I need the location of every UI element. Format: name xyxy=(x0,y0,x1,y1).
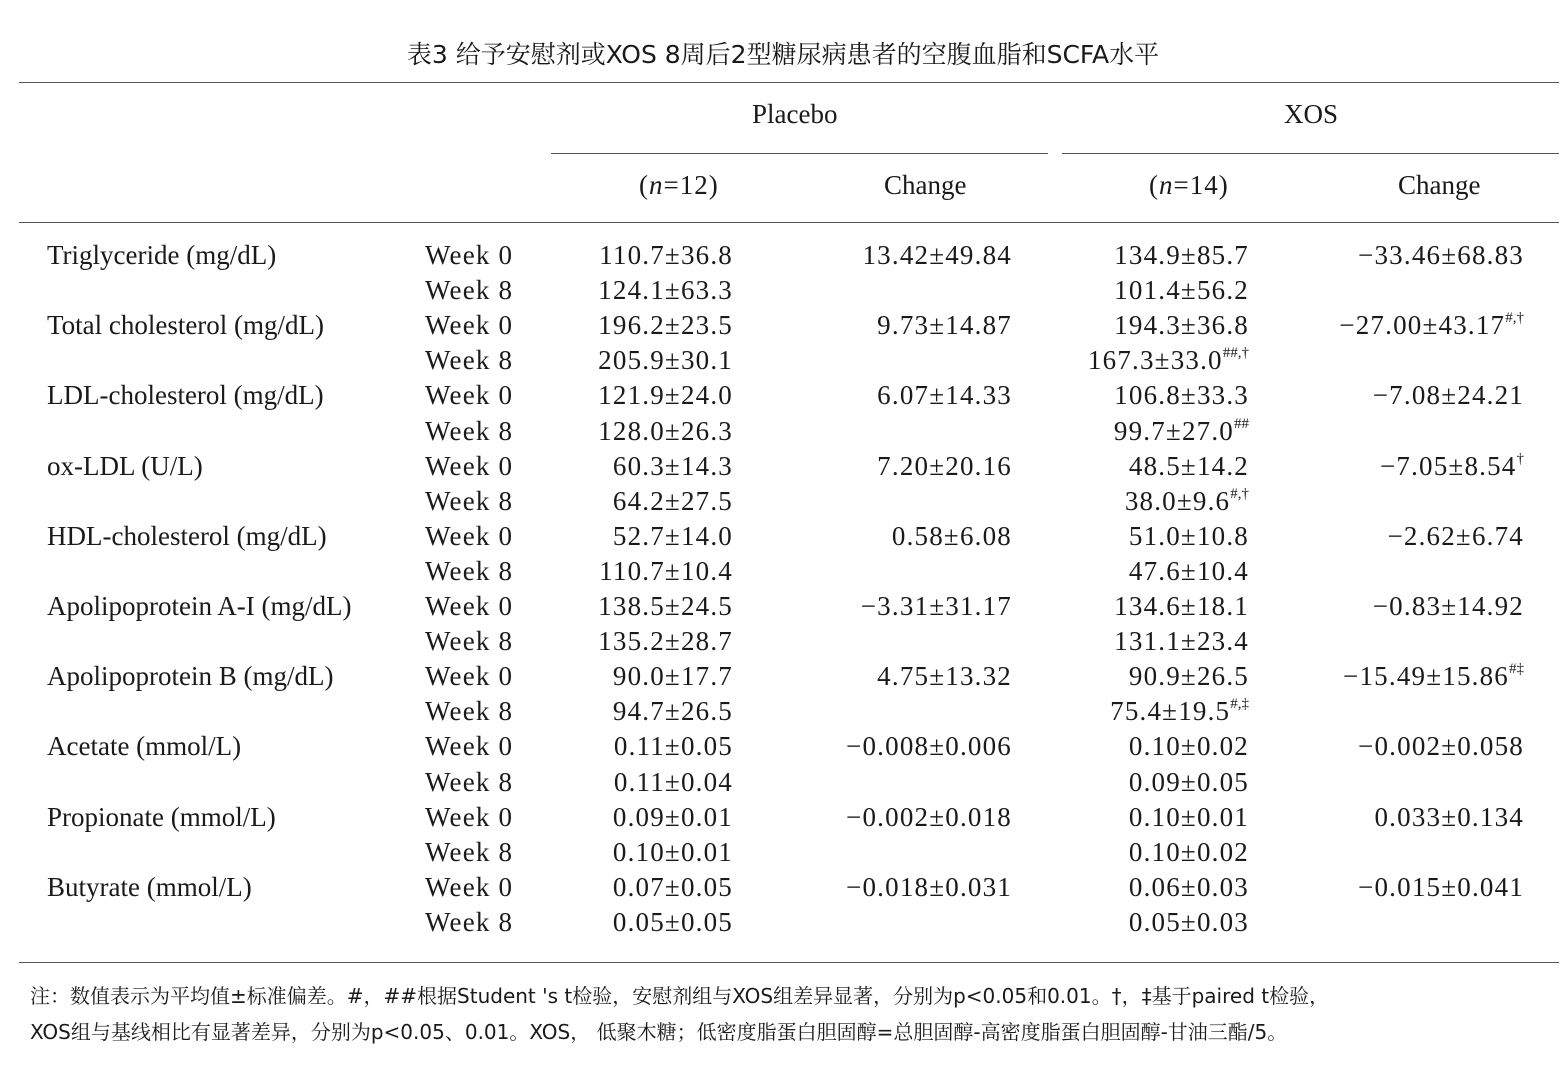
placebo-change-value xyxy=(846,729,1012,764)
table-row xyxy=(0,554,1566,589)
placebo-value xyxy=(613,835,733,870)
table-row xyxy=(0,378,1566,413)
placebo-change-value xyxy=(862,238,1012,273)
table-row xyxy=(0,694,1566,729)
week-label xyxy=(425,343,513,378)
placebo-change-header: Change xyxy=(884,170,967,200)
week-label xyxy=(425,800,513,835)
xos-value xyxy=(1114,378,1249,413)
placebo-value-text: 205.9±30.1 xyxy=(598,345,733,376)
xos-value-text: 0.10±0.01 xyxy=(1128,801,1249,832)
placebo-value-text: 0.09±0.01 xyxy=(612,801,733,832)
xos-change-value-text: −7.05±8.54 xyxy=(1379,450,1517,481)
xos-value xyxy=(1129,765,1249,800)
week-label-text: Week 0 xyxy=(425,661,514,692)
xos-value-text: 194.3±36.8 xyxy=(1114,310,1249,341)
placebo-value xyxy=(598,589,733,624)
placebo-change-value-text: 6.07±14.33 xyxy=(877,380,1012,411)
placebo-value-text: 196.2±23.5 xyxy=(598,310,733,341)
placebo-change-value xyxy=(861,589,1012,624)
xos-value xyxy=(1129,449,1249,484)
placebo-change-value-text: 9.73±14.87 xyxy=(877,310,1012,341)
week-label xyxy=(425,729,513,764)
significance-marker: ##,† xyxy=(1222,345,1249,362)
xos-change-value-text: −0.83±14.92 xyxy=(1372,591,1524,621)
placebo-value-text: 110.7±10.4 xyxy=(599,555,733,586)
bottom-rule xyxy=(19,962,1559,963)
xos-value xyxy=(1114,414,1249,449)
row-label-text: LDL-cholesterol (mg/dL) xyxy=(47,380,324,411)
table-row xyxy=(0,905,1566,940)
week-label xyxy=(425,624,513,659)
week-label-text: Week 8 xyxy=(425,555,514,586)
xos-value xyxy=(1129,729,1249,764)
placebo-value xyxy=(598,414,733,449)
table-row xyxy=(0,273,1566,308)
placebo-value xyxy=(613,659,733,694)
xos-n-open: ( xyxy=(1149,170,1159,200)
xos-value xyxy=(1114,624,1249,659)
xos-value xyxy=(1129,554,1249,589)
xos-value-text: 99.7±27.0 xyxy=(1113,415,1234,446)
placebo-change-value xyxy=(877,308,1012,343)
table-row xyxy=(0,449,1566,484)
placebo-value-text: 60.3±14.3 xyxy=(612,450,733,481)
xos-value-text: 134.6±18.1 xyxy=(1114,591,1249,621)
week-label xyxy=(425,905,513,940)
placebo-change-value xyxy=(892,519,1012,554)
xos-change-value xyxy=(1358,729,1524,764)
week-label xyxy=(425,414,513,449)
placebo-change-value-text: 4.75±13.32 xyxy=(877,661,1012,692)
week-label-text: Week 0 xyxy=(425,310,514,341)
week-label-text: Week 0 xyxy=(425,240,514,270)
xos-value xyxy=(1114,238,1249,273)
xos-change-value xyxy=(1373,378,1524,413)
xos-value-text: 75.4±19.5 xyxy=(1110,696,1231,727)
placebo-n-rest: =12) xyxy=(663,170,719,200)
xos-value-text: 131.1±23.4 xyxy=(1114,626,1249,657)
week-label-text: Week 0 xyxy=(425,450,514,481)
week-label-text: Week 8 xyxy=(425,275,514,306)
table-row xyxy=(0,870,1566,905)
placebo-change-value-text: −0.018±0.031 xyxy=(846,871,1012,902)
row-label-text: ox-LDL (U/L) xyxy=(47,450,203,481)
xos-change-value xyxy=(1358,238,1524,273)
xos-value-text: 51.0±10.8 xyxy=(1128,520,1249,551)
xos-value xyxy=(1129,835,1249,870)
week-label-text: Week 0 xyxy=(425,801,514,832)
placebo-n-open: ( xyxy=(639,170,649,200)
table-row xyxy=(0,484,1566,519)
placebo-change-value xyxy=(846,870,1012,905)
xos-change-value xyxy=(1339,308,1524,343)
xos-value-text: 0.09±0.05 xyxy=(1128,766,1249,797)
placebo-change-value xyxy=(846,800,1012,835)
week-label-text: Week 8 xyxy=(425,836,514,867)
xos-value xyxy=(1125,484,1249,519)
week-label xyxy=(425,694,513,729)
placebo-change-value-text: −3.31±31.17 xyxy=(860,591,1012,621)
placebo-n-header xyxy=(639,168,719,203)
table-row xyxy=(0,624,1566,659)
xos-value-text: 0.10±0.02 xyxy=(1128,836,1249,867)
row-label-text: Total cholesterol (mg/dL) xyxy=(47,310,325,341)
table-row xyxy=(0,800,1566,835)
placebo-change-value-text: 13.42±49.84 xyxy=(862,240,1012,270)
week-label-text: Week 0 xyxy=(425,520,514,551)
row-label-text: Apolipoprotein B (mg/dL) xyxy=(47,661,334,692)
xos-value-text: 48.5±14.2 xyxy=(1128,450,1249,481)
placebo-change-value xyxy=(877,659,1012,694)
row-label xyxy=(47,589,351,624)
xos-change-header: Change xyxy=(1398,170,1481,200)
week-label xyxy=(425,519,513,554)
placebo-change-value-text: −0.008±0.006 xyxy=(846,731,1012,762)
week-label xyxy=(425,870,513,905)
table-row xyxy=(0,343,1566,378)
xos-change-value xyxy=(1387,519,1524,554)
placebo-value-text: 128.0±26.3 xyxy=(598,415,733,446)
significance-marker: #‡ xyxy=(1509,661,1524,678)
placebo-value-text: 124.1±63.3 xyxy=(598,275,733,306)
xos-change-value xyxy=(1380,449,1524,484)
xos-value-text: 0.05±0.03 xyxy=(1128,906,1249,937)
placebo-value-text: 90.0±17.7 xyxy=(612,661,733,692)
placebo-value xyxy=(598,378,733,413)
week-label-text: Week 8 xyxy=(425,345,514,376)
placebo-value xyxy=(613,519,733,554)
xos-group-header: XOS xyxy=(1284,99,1339,129)
week-label xyxy=(425,765,513,800)
placebo-value-text: 52.7±14.0 xyxy=(612,520,733,551)
week-label-text: Week 0 xyxy=(425,380,514,411)
xos-value xyxy=(1129,905,1249,940)
xos-value-text: 38.0±9.6 xyxy=(1124,485,1231,516)
xos-n-var: n xyxy=(1159,170,1174,200)
xos-change-value-text: −0.002±0.058 xyxy=(1358,731,1524,762)
note-line-1: 注：数值表示为平均值±标准偏差。#，##根据Student 's t检验，安慰剂组与XOS组差异显著，分别为p<0.05和0.01。†，‡基于paired t检验， xyxy=(30,984,1330,1008)
xos-change-value-text: −27.00±43.17 xyxy=(1339,310,1506,341)
placebo-value xyxy=(598,343,733,378)
placebo-value-text: 0.07±0.05 xyxy=(612,871,733,902)
xos-group-rule xyxy=(1062,153,1559,154)
xos-change-value-text: −15.49±15.86 xyxy=(1343,661,1509,692)
xos-value-text: 47.6±10.4 xyxy=(1128,555,1249,586)
placebo-value-text: 94.7±26.5 xyxy=(612,696,733,727)
week-label xyxy=(425,554,513,589)
placebo-value xyxy=(613,800,733,835)
placebo-value xyxy=(613,870,733,905)
week-label-text: Week 0 xyxy=(425,591,514,621)
placebo-value-text: 0.11±0.04 xyxy=(613,766,733,797)
xos-value-text: 101.4±56.2 xyxy=(1114,275,1249,306)
placebo-value-text: 0.10±0.01 xyxy=(612,836,733,867)
table-row xyxy=(0,835,1566,870)
placebo-n-var: n xyxy=(649,170,664,200)
week-label xyxy=(425,308,513,343)
placebo-change-value xyxy=(877,449,1012,484)
table-row xyxy=(0,765,1566,800)
placebo-value xyxy=(598,624,733,659)
row-label-text: Propionate (mmol/L) xyxy=(47,801,276,832)
significance-marker: #,† xyxy=(1505,310,1524,327)
table-row xyxy=(0,238,1566,273)
xos-change-value-text: 0.033±0.134 xyxy=(1374,801,1524,832)
placebo-value xyxy=(599,554,733,589)
xos-change-value xyxy=(1374,800,1524,835)
week-label xyxy=(425,484,513,519)
xos-value xyxy=(1129,659,1249,694)
table-row xyxy=(0,589,1566,624)
placebo-value-text: 138.5±24.5 xyxy=(598,591,733,621)
week-label-text: Week 8 xyxy=(425,696,514,727)
placebo-value xyxy=(613,694,733,729)
placebo-value-text: 110.7±36.8 xyxy=(599,240,733,270)
xos-value-text: 167.3±33.0 xyxy=(1087,345,1223,376)
significance-marker: #,† xyxy=(1230,485,1249,502)
placebo-value xyxy=(614,765,733,800)
xos-change-value-text: −33.46±68.83 xyxy=(1358,240,1524,270)
week-label-text: Week 8 xyxy=(425,906,514,937)
placebo-value xyxy=(599,238,733,273)
week-label-text: Week 0 xyxy=(425,731,514,762)
xos-change-value xyxy=(1343,659,1524,694)
placebo-value xyxy=(614,729,733,764)
xos-change-value-text: −2.62±6.74 xyxy=(1387,520,1524,551)
week-label-text: Week 8 xyxy=(425,415,514,446)
table-row xyxy=(0,659,1566,694)
placebo-value xyxy=(613,449,733,484)
placebo-value-text: 0.05±0.05 xyxy=(612,906,733,937)
xos-value-text: 0.10±0.02 xyxy=(1128,731,1249,762)
week-label-text: Week 0 xyxy=(425,871,514,902)
table-row xyxy=(0,414,1566,449)
note-line-2: XOS组与基线相比有显著差异，分别为p<0.05、0.01。XOS， 低聚木糖；低密度脂蛋白胆固醇=总胆固醇-高密度脂蛋白胆固醇-甘油三酯/5。 xyxy=(30,1020,1288,1044)
placebo-group-rule xyxy=(551,153,1048,154)
table-caption: 表3 给予安慰剂或XOS 8周后2型糖尿病患者的空腹血脂和SCFA水平 xyxy=(406,40,1160,69)
xos-value-text: 0.06±0.03 xyxy=(1128,871,1249,902)
placebo-value xyxy=(598,308,733,343)
placebo-change-value-text: 0.58±6.08 xyxy=(891,520,1012,551)
xos-value-text: 90.9±26.5 xyxy=(1128,661,1249,692)
week-label xyxy=(425,273,513,308)
row-label xyxy=(47,449,203,484)
week-label xyxy=(425,449,513,484)
significance-marker: ## xyxy=(1234,415,1249,432)
week-label xyxy=(425,835,513,870)
table-row xyxy=(0,729,1566,764)
row-label-text: Triglyceride (mg/dL) xyxy=(47,240,277,270)
placebo-change-value-text: 7.20±20.16 xyxy=(877,450,1012,481)
xos-value xyxy=(1129,800,1249,835)
week-label xyxy=(425,589,513,624)
row-label xyxy=(47,378,324,413)
placebo-value-text: 64.2±27.5 xyxy=(612,485,733,516)
row-label-text: Apolipoprotein A-I (mg/dL) xyxy=(47,591,352,621)
placebo-change-value-text: −0.002±0.018 xyxy=(846,801,1012,832)
week-label xyxy=(425,659,513,694)
xos-value xyxy=(1114,308,1249,343)
xos-change-value-text: −7.08±24.21 xyxy=(1372,380,1524,411)
row-label xyxy=(47,800,276,835)
placebo-group-header: Placebo xyxy=(752,99,838,129)
week-label-text: Week 8 xyxy=(425,485,514,516)
xos-change-value xyxy=(1373,589,1524,624)
xos-change-value-text: −0.015±0.041 xyxy=(1358,871,1524,902)
xos-n-header xyxy=(1149,168,1229,203)
table-row xyxy=(0,519,1566,554)
significance-marker: #,‡ xyxy=(1230,696,1249,713)
week-label xyxy=(425,378,513,413)
table-row xyxy=(0,308,1566,343)
xos-value xyxy=(1114,589,1249,624)
xos-n-rest: =14) xyxy=(1173,170,1229,200)
xos-value xyxy=(1129,870,1249,905)
row-label xyxy=(47,870,252,905)
xos-value xyxy=(1088,343,1249,378)
row-label xyxy=(47,238,276,273)
placebo-value-text: 121.9±24.0 xyxy=(598,380,733,411)
row-label-text: Butyrate (mmol/L) xyxy=(47,871,252,902)
placebo-value-text: 0.11±0.05 xyxy=(613,731,733,762)
week-label-text: Week 8 xyxy=(425,766,514,797)
top-rule xyxy=(19,82,1559,83)
week-label-text: Week 8 xyxy=(425,626,514,657)
row-label xyxy=(47,308,324,343)
xos-value xyxy=(1129,519,1249,554)
row-label xyxy=(47,659,333,694)
significance-marker: † xyxy=(1516,450,1524,467)
week-label xyxy=(425,238,513,273)
table-note xyxy=(30,978,1540,1050)
row-label-text: Acetate (mmol/L) xyxy=(47,731,242,762)
placebo-change-value xyxy=(877,378,1012,413)
placebo-value xyxy=(613,484,733,519)
xos-value-text: 134.9±85.7 xyxy=(1114,240,1249,270)
xos-value xyxy=(1114,273,1249,308)
xos-value xyxy=(1110,694,1249,729)
placebo-value xyxy=(598,273,733,308)
header-rule xyxy=(19,222,1559,223)
row-label xyxy=(47,729,241,764)
xos-change-value xyxy=(1358,870,1524,905)
xos-value-text: 106.8±33.3 xyxy=(1114,380,1249,411)
placebo-value-text: 135.2±28.7 xyxy=(598,626,733,657)
placebo-value xyxy=(613,905,733,940)
row-label xyxy=(47,519,327,554)
row-label-text: HDL-cholesterol (mg/dL) xyxy=(47,520,327,551)
